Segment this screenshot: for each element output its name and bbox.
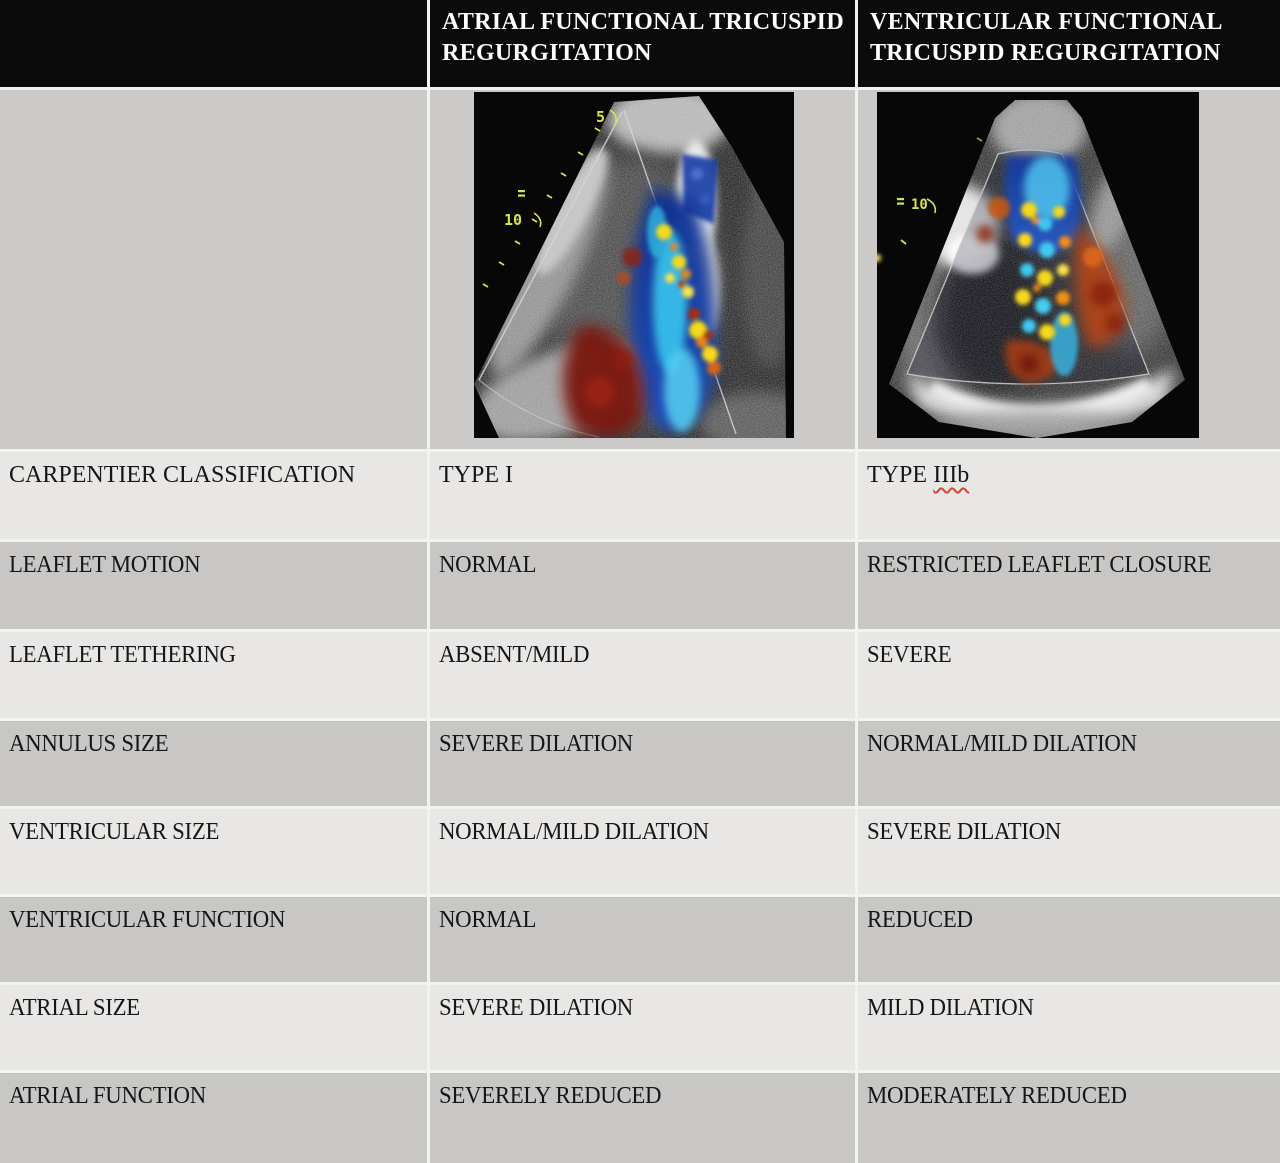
row-label-ventricular-size [0, 809, 427, 894]
cell-atrial-atrial-size [430, 985, 855, 1070]
cell-atrial-annulus-size [430, 721, 855, 806]
cell-value-text: TYPE [867, 462, 927, 488]
misspelled-word: IIIb [933, 462, 970, 488]
cell-ventricular-leaflet-motion [858, 542, 1280, 629]
row-label-text: LEAFLET MOTION [9, 552, 201, 578]
cell-value-text: NORMAL/MILD DILATION [439, 819, 709, 845]
row-label-text: VENTRICULAR SIZE [9, 819, 220, 845]
row-label-text: ATRIAL SIZE [9, 995, 140, 1021]
row-label-ventricular-function [0, 897, 427, 982]
cell-value-text: SEVERE DILATION [439, 995, 633, 1021]
row-label-text: ANNULUS SIZE [9, 731, 169, 757]
ventricular-echo-cell [858, 90, 1280, 449]
cell-atrial-ventricular-size [430, 809, 855, 894]
cell-value-text: NORMAL/MILD DILATION [867, 731, 1137, 757]
ventricular-ftr-echo-image [877, 92, 1199, 438]
cell-value-text: REDUCED [867, 907, 973, 933]
row-label-leaflet-tethering [0, 632, 427, 718]
cell-atrial-ventricular-function [430, 897, 855, 982]
row-label-annulus-size [0, 721, 427, 806]
row-label-atrial-function [0, 1073, 427, 1163]
row-label-carpentier-classification [0, 452, 427, 539]
header-ventricular-ftr-cell [858, 0, 1280, 87]
cell-ventricular-carpentier [858, 452, 1280, 539]
atrial-echo-cell [430, 90, 855, 449]
cell-ventricular-atrial-function [858, 1073, 1280, 1163]
cell-ventricular-ventricular-size [858, 809, 1280, 894]
row-label-text: CARPENTIER CLASSIFICATION [9, 462, 356, 488]
cell-value-text: SEVERE DILATION [439, 731, 633, 757]
row-label-leaflet-motion [0, 542, 427, 629]
cell-ventricular-ventricular-function [858, 897, 1280, 982]
atrial-ftr-echo-image [474, 92, 794, 438]
cell-value-text: SEVERE DILATION [867, 819, 1061, 845]
cell-value-text: TYPE I [439, 462, 513, 488]
cell-atrial-leaflet-tethering [430, 632, 855, 718]
depth-label-10: 10 [504, 211, 523, 229]
cell-value-text: SEVERE [867, 642, 952, 668]
header-ventricular-ftr-label: VENTRICULAR FUNCTIONAL TRICUSPID REGURGITATION [870, 9, 1222, 66]
depth-label-10: 10 [911, 197, 928, 213]
row-label-atrial-size [0, 985, 427, 1070]
header-corner-cell [0, 0, 427, 87]
row-label-text: ATRIAL FUNCTION [9, 1083, 206, 1109]
header-atrial-ftr-label: ATRIAL FUNCTIONAL TRICUSPID REGURGITATION [442, 9, 844, 66]
cell-value-text: RESTRICTED LEAFLET CLOSURE [867, 552, 1212, 578]
cell-value-text: SEVERELY REDUCED [439, 1083, 662, 1109]
image-row-empty-cell [0, 90, 427, 449]
header-atrial-ftr-cell [430, 0, 855, 87]
row-label-text: VENTRICULAR FUNCTION [9, 907, 286, 933]
cell-ventricular-atrial-size [858, 985, 1280, 1070]
cell-value-text: NORMAL [439, 907, 537, 933]
cell-value-text: ABSENT/MILD [439, 642, 590, 668]
cell-atrial-carpentier [430, 452, 855, 539]
depth-label-5: 5 [596, 108, 606, 126]
cell-atrial-atrial-function [430, 1073, 855, 1163]
cell-value-text: NORMAL [439, 552, 537, 578]
cell-atrial-leaflet-motion [430, 542, 855, 629]
row-label-text: LEAFLET TETHERING [9, 642, 236, 668]
cell-value-text: MILD DILATION [867, 995, 1034, 1021]
cell-value-text: MODERATELY REDUCED [867, 1083, 1127, 1109]
cell-ventricular-annulus-size [858, 721, 1280, 806]
cell-ventricular-leaflet-tethering [858, 632, 1280, 718]
